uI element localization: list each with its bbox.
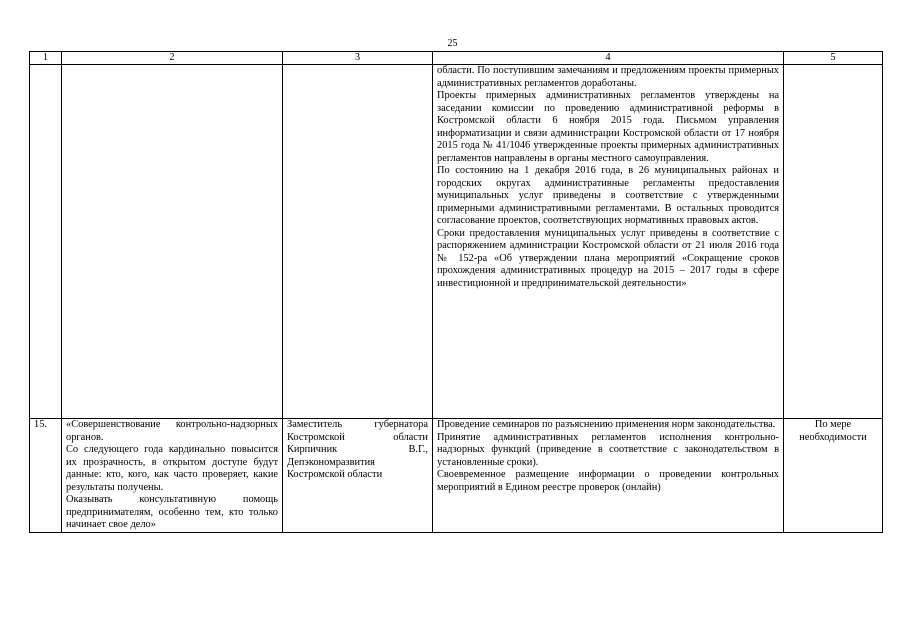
task-cell bbox=[62, 419, 283, 533]
cont-responsible-cell bbox=[283, 65, 433, 419]
cont-result-paragraph: По состоянию на 1 декабря 2016 года, в 26 муниципальных районах и городских округах административные регламенты предоставления муниципальных услуг приведены в соответствие с утвержденными примерными административными регламентами. В остальных проводится согласование проектов, соответствующих нормативных правовых актов. bbox=[437, 165, 779, 226]
cont-deadline-cell bbox=[784, 65, 883, 419]
header-cell-2: 2 bbox=[62, 52, 283, 65]
cont-result-paragraph: области. По поступившим замечаниям и предложениям проекты примерных административных регламентов доработаны. bbox=[437, 65, 779, 89]
table-row-continued bbox=[30, 65, 883, 419]
cont-result-paragraph: Сроки предоставления муниципальных услуг приведены в соответствие с распоряжением администрации Костромской области от 21 июля 2016 года № 152-ра «Об утверждении плана мероприятий «Сокращение сроков прохождения административных процедур на 2015 – 2017 годы в сфере инвестиционной и предпринимательской деятельности» bbox=[437, 227, 779, 289]
row-number: 15. bbox=[30, 419, 62, 533]
document-table bbox=[29, 51, 883, 533]
cont-result-cell bbox=[433, 65, 784, 419]
page-number: 25 bbox=[447, 38, 458, 49]
cont-number-cell bbox=[30, 65, 62, 419]
header-cell-3: 3 bbox=[283, 52, 433, 65]
header-cell-1: 1 bbox=[30, 52, 62, 65]
header-cell-4: 4 bbox=[433, 52, 784, 65]
table-header-row bbox=[30, 52, 883, 65]
header-cell-5: 5 bbox=[784, 52, 883, 65]
result-paragraph: Своевременное размещение информации о проведении контрольных мероприятий в Едином реестре проверок (онлайн) bbox=[437, 469, 779, 493]
task-paragraph: «Совершенствование контрольно-надзорных органов. bbox=[66, 419, 278, 443]
table-row-15 bbox=[30, 419, 883, 533]
result-paragraph: Проведение семинаров по разъяснению применения норм законодательства. bbox=[437, 419, 776, 430]
task-paragraph: Оказывать консультативную помощь предпринимателям, особенно тем, кто только начинает свое дело» bbox=[66, 494, 278, 530]
responsible-cell: Заместитель губернатора Костромской области Кирпичник В.Г., Депэкономразвития Костромской области bbox=[283, 419, 433, 533]
cont-result-paragraph: Проекты примерных административных регламентов утверждены на заседании комиссии по проведению административной реформы в Костромской области 6 ноября 2015 года. Письмом управления информатизации и связи администрации Костромской области от 17 ноября 2015 года № 41/1046 утвержденные проекты примерных административных регламентов направлены в органы местного самоуправления. bbox=[437, 90, 779, 164]
result-paragraph: Принятие административных регламентов исполнения контрольно-надзорных функций (приведение в соответствие с законодательством в установленные сроки). bbox=[437, 431, 779, 468]
deadline-cell: По мере необходимости bbox=[784, 419, 883, 533]
cont-task-cell bbox=[62, 65, 283, 419]
result-cell bbox=[433, 419, 784, 533]
task-paragraph: Со следующего года кардинально повысится их прозрачность, в открытом доступе будут данные: кто, кого, как часто проверяет, какие результаты получены. bbox=[66, 444, 278, 493]
